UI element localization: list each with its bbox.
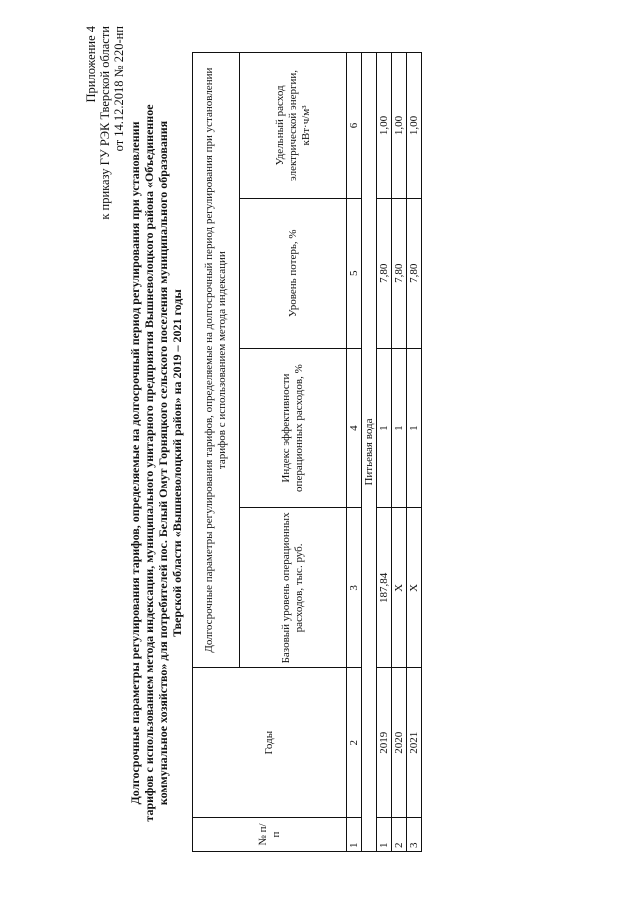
column-number: 1 [347,818,362,852]
cell-base: 187,84 [377,508,392,668]
cell-year: 2020 [392,668,407,818]
header-energy-consumption: Удельный расход электрической энергии, кВт·ч/м³ [240,53,347,199]
header-num: № п/п [193,818,347,852]
header-row-1 [193,53,240,852]
cell-loss: 7,80 [377,198,392,348]
appendix-line-1: Приложение 4 [84,26,98,103]
title-line-1: Долгосрочные параметры регулирования тарифов, определяемые на долгосрочный период регулирования при установлении [128,121,142,805]
title-line-4: Тверской области «Вышневолоцкий район» на 2019 – 2021 годы [170,289,184,637]
appendix-header [84,26,126,220]
column-number: 4 [347,348,362,508]
cell-index: 1 [407,348,422,508]
cell-loss: 7,80 [407,198,422,348]
column-number: 2 [347,668,362,818]
column-number: 5 [347,198,362,348]
appendix-line-3: от 14.12.2018 № 220-нп [112,26,126,152]
cell-energy: 1,00 [392,53,407,199]
section-title: Питьевая вода [362,53,377,852]
cell-index: 1 [392,348,407,508]
header-group: Долгосрочные параметры регулирования тарифов, определяемые на долгосрочный период регулирования при установлении тарифов с использованием метода индексации [193,53,240,668]
column-number: 3 [347,508,362,668]
cell-loss: 7,80 [392,198,407,348]
cell-year: 2021 [407,668,422,818]
header-base-opex: Базовый уровень операционных расходов, тыс. руб. [240,508,347,668]
cell-energy: 1,00 [377,53,392,199]
cell-base: Х [392,508,407,668]
document-title [128,68,184,858]
cell-index: 1 [377,348,392,508]
column-numbers-row [347,53,362,852]
title-line-3: коммунальное хозяйство» для потребителей пос. Белый Омут Горняцкого сельского поселения муниципального образования [156,120,170,806]
header-years: Годы [193,668,347,818]
appendix-line-2: к приказу ГУ РЭК Тверской области [98,26,112,220]
cell-energy: 1,00 [407,53,422,199]
header-loss-level: Уровень потерь, % [240,198,347,348]
cell-base: Х [407,508,422,668]
table-row [377,53,392,852]
table-row [407,53,422,852]
title-line-2: тарифов с использованием метода индексации, муниципального унитарного предприятия Вышневолоцкого района «Объединенное [142,104,156,822]
cell-num: 3 [407,818,422,852]
column-number: 6 [347,53,362,199]
header-efficiency-index: Индекс эффективности операционных расходов, % [240,348,347,508]
parameters-table [192,52,422,852]
cell-num: 1 [377,818,392,852]
cell-year: 2019 [377,668,392,818]
cell-num: 2 [392,818,407,852]
table-row [392,53,407,852]
section-row [362,53,377,852]
